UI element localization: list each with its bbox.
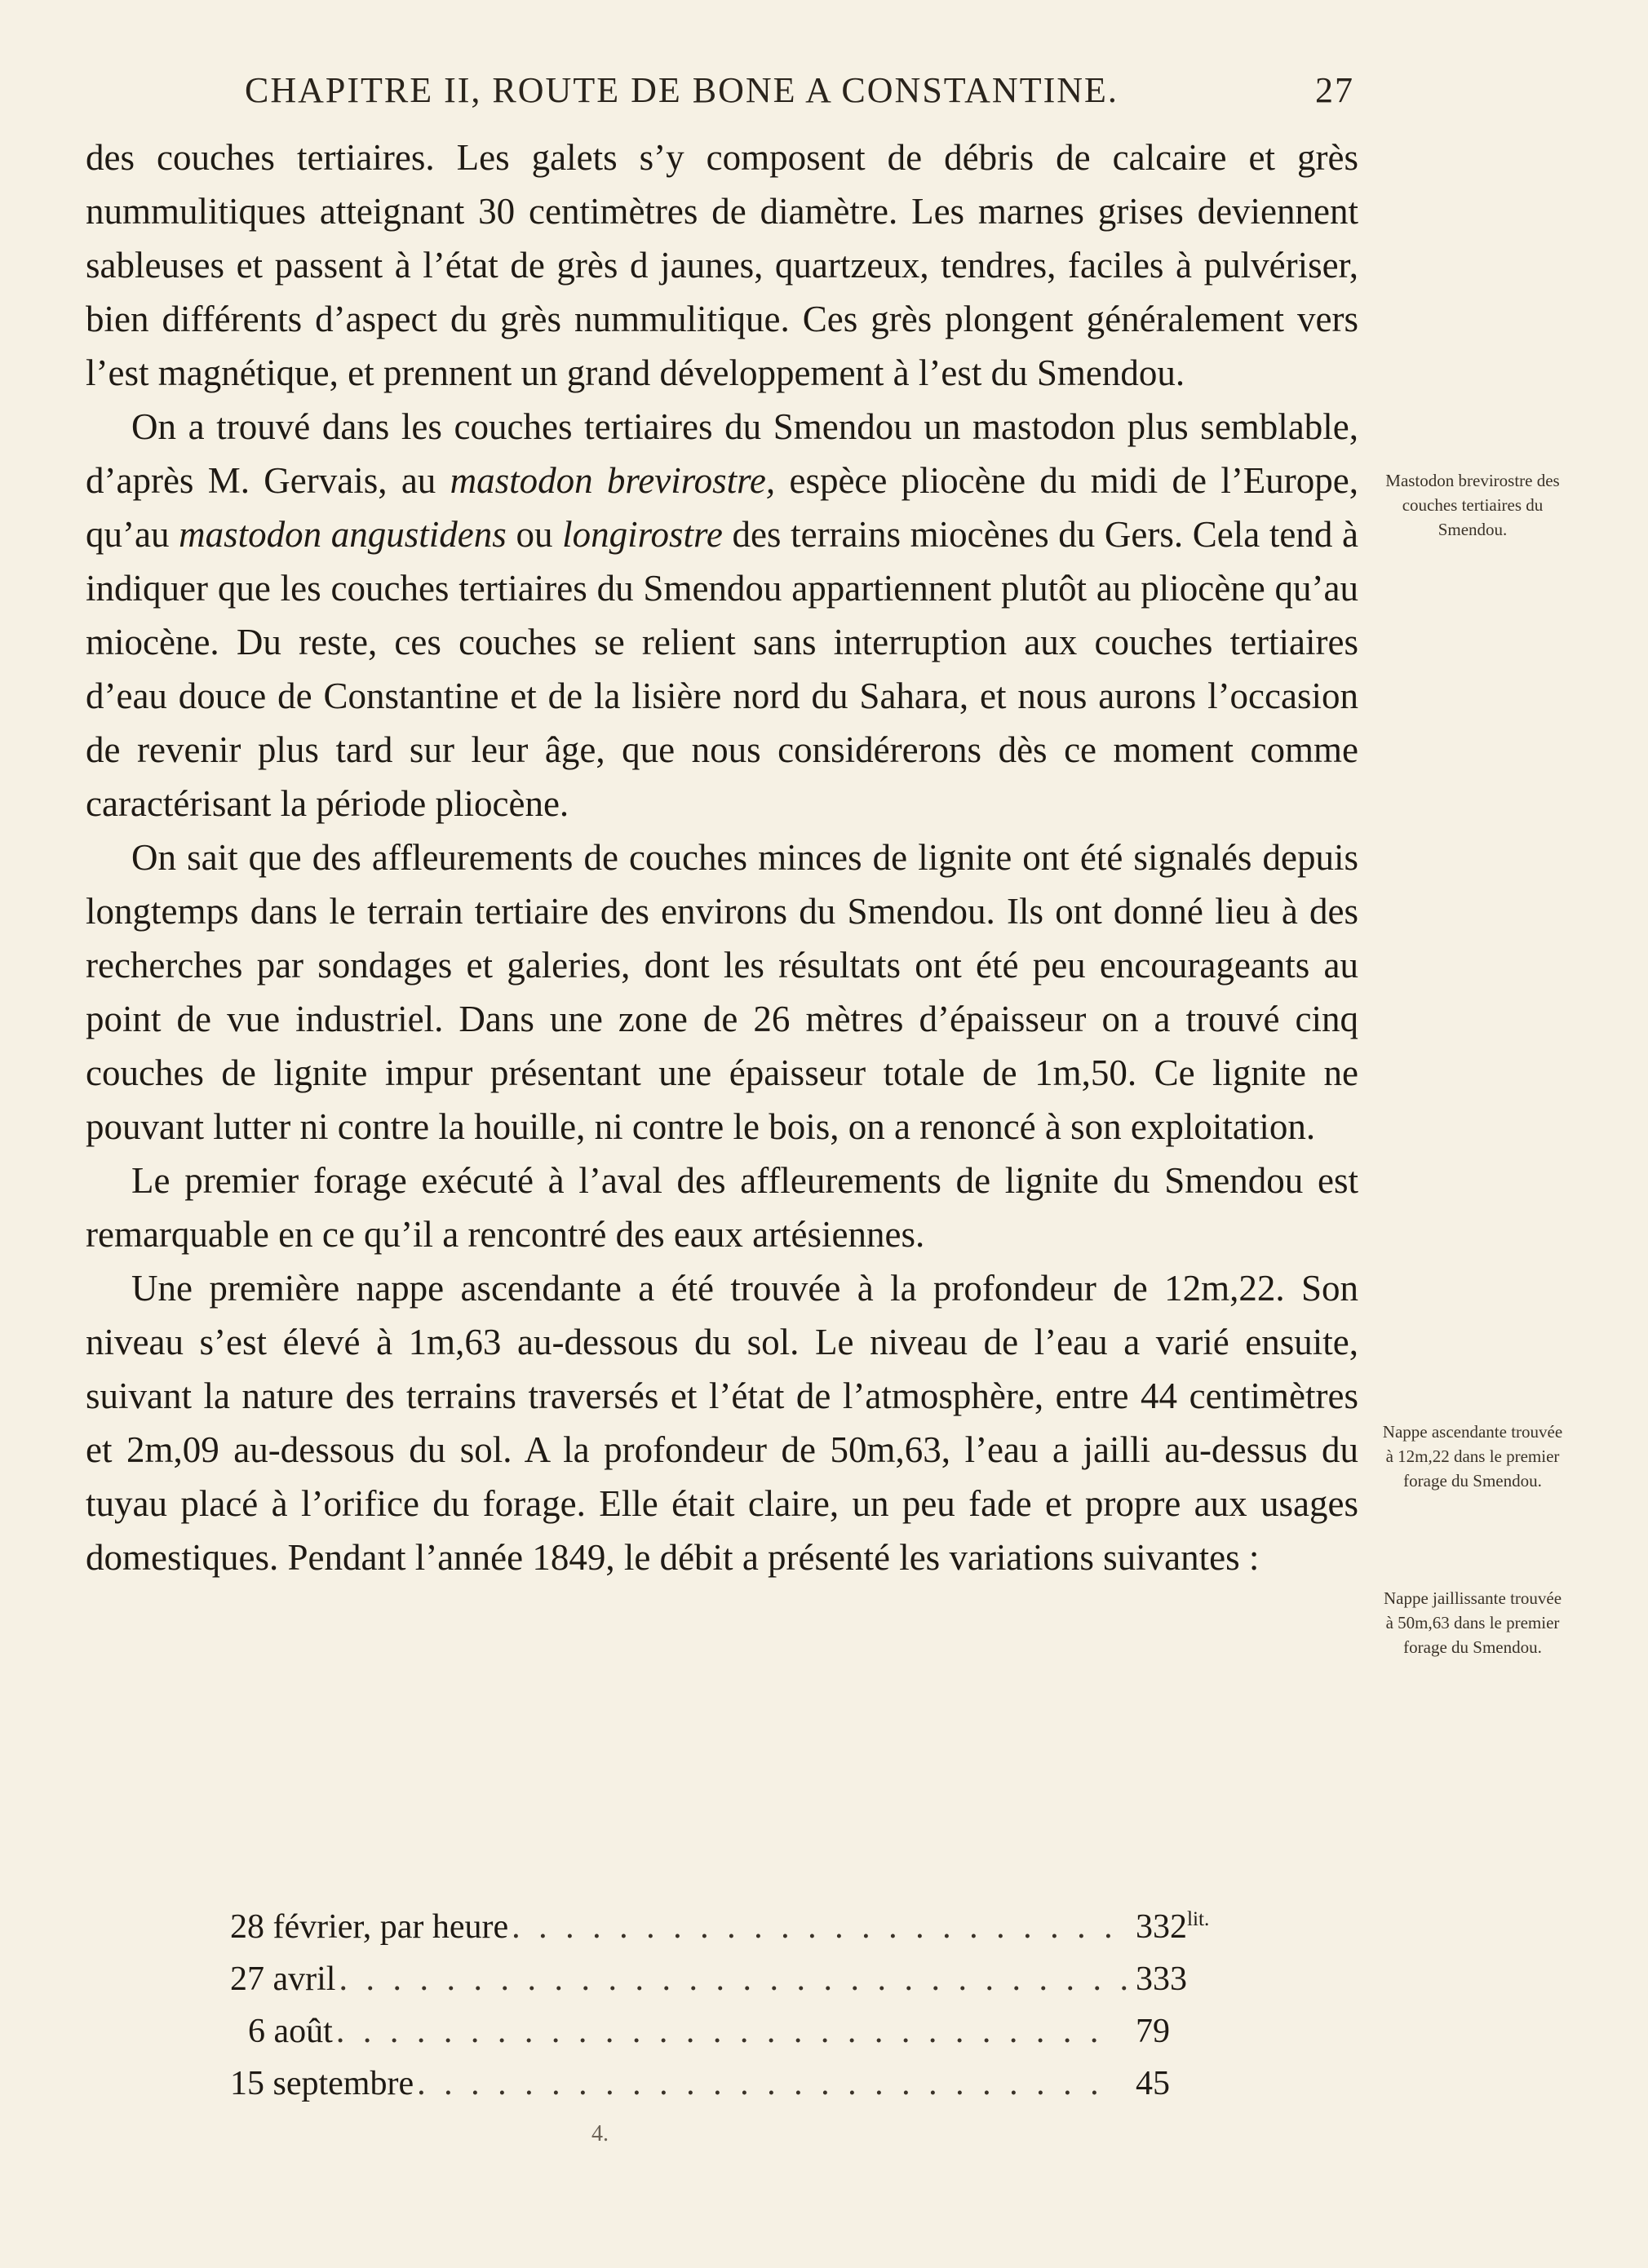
debit-table [230,1901,1209,2110]
paragraph-2 [86,400,1358,831]
leader-dots [512,1901,1127,1953]
sidenote-mastodon: Mastodon brevirostre des couches tertiaires du Smendou. [1385,471,1560,539]
paragraph-2-text-c: ou [506,514,563,555]
row-value: $332^{lit.}$ [1136,1908,1210,1946]
paragraph-4: Le premier forage exécuté à l’aval des affleurements de lignite du Smendou est remarquable en ce qu’il a rencontré des eaux artésiennes. [86,1160,1358,1255]
row-value: 45 [1136,2065,1170,2102]
sidenote-nappe-jaillissante: Nappe jaillissante trouvée à 50m,63 dans le premier forage du Smendou. [1383,1588,1562,1657]
row-value: 79 [1136,2013,1170,2050]
signature-mark: 4. [591,2121,609,2146]
leader-dots [339,1953,1127,2005]
table-row [230,2058,1209,2110]
paragraph-5: Une première nappe ascendante a été trouvée à la profondeur de 12m,22. Son niveau s’est élevé à 1m,63 au-dessous du sol. Le niveau de l’eau a varié ensuite, suivant la nature des terrains traversés et l’état de l’atmosphère, entre 44 centimètres et 2m,09 au-dessous du sol. A la profondeur de 50m,63, l’eau a jailli au-dessus du tuyau placé à l’orifice du forage. Elle était claire, un peu fade et propre aux usages domestiques. Pendant l’année 1849, le débit a présenté les variations suivantes : [86,1268,1358,1578]
row-value: 333 [1136,1960,1187,1998]
leader-dots [417,2058,1113,2110]
paragraph-1: des couches tertiaires. Les galets s’y composent de débris de calcaire et grès nummulitiques atteignant 30 centimètres de diamètre. Les marnes grises deviennent sableuses et passent à l’état de grès d jaunes, quartzeux, tendres, faciles à pulvériser, bien différents d’aspect du grès nummulitique. Ces grès plongent généralement vers l’est magnétique, et prennent un grand développement à l’est du Smendou. [86,137,1358,393]
row-label: 27 avril [230,1960,336,1998]
unit-superscript: lit. [1187,1908,1210,1930]
page-number: 27 [1315,69,1354,110]
paragraph-2-italic-3: longirostre [562,514,723,555]
table-row [230,2005,1209,2058]
table-row [230,1901,1209,1953]
chapter-title: CHAPITRE II, ROUTE DE BONE A CONSTANTINE. [245,69,1119,110]
sidenote-nappe-ascendante: Nappe ascendante trouvée à 12m,22 dans le premier forage du Smendou. [1382,1422,1563,1491]
table-row [230,1953,1209,2005]
paragraph-2-text-d: des terrains miocènes du Gers. Cela tend à indiquer que les couches tertiaires du Smendou appartiennent plutôt au pliocène qu’au miocène. Du reste, ces couches se relient sans interruption aux couches tertiaires d’eau douce de Constantine et de la lisière nord du Sahara, et nous aurons l’occasion de revenir plus tard sur leur âge, que nous considérerons dès ce moment comme caractérisant la période pliocène. [86,514,1359,824]
paragraph-3: On sait que des affleurements de couches minces de lignite ont été signalés depuis longtemps dans le terrain tertiaire des environs du Smendou. Ils ont donné lieu à des recherches par sondages et galeries, dont les résultats ont été peu encourageants au point de vue industriel. Dans une zone de 26 mètres d’épaisseur on a trouvé cinq couches de lignite impur présentant une épaisseur totale de 1m,50. Ce lignite ne pouvant lutter ni contre la houille, ni contre le bois, on a renoncé à son exploitation. [86,837,1358,1147]
paragraph-2-italic-1: mastodon brevirostre, [450,460,776,501]
paragraph-2-text-a: On a trouvé dans les couches tertiaires du Smendou un mastodon plus semblable, d’après M. Gervais, au [86,406,1358,501]
leader-dots [336,2005,1113,2058]
row-label: 15 septembre [230,2065,414,2102]
main-text [86,131,1358,1584]
row-label: 6 août [248,2013,333,2050]
row-label: 28 février, par heure [230,1908,509,1946]
paragraph-2-text-b: espèce pliocène du midi de l’Europe, qu’au [86,460,1359,555]
paragraph-2-italic-2: mastodon angustidens [179,514,507,555]
running-header [245,65,1354,114]
